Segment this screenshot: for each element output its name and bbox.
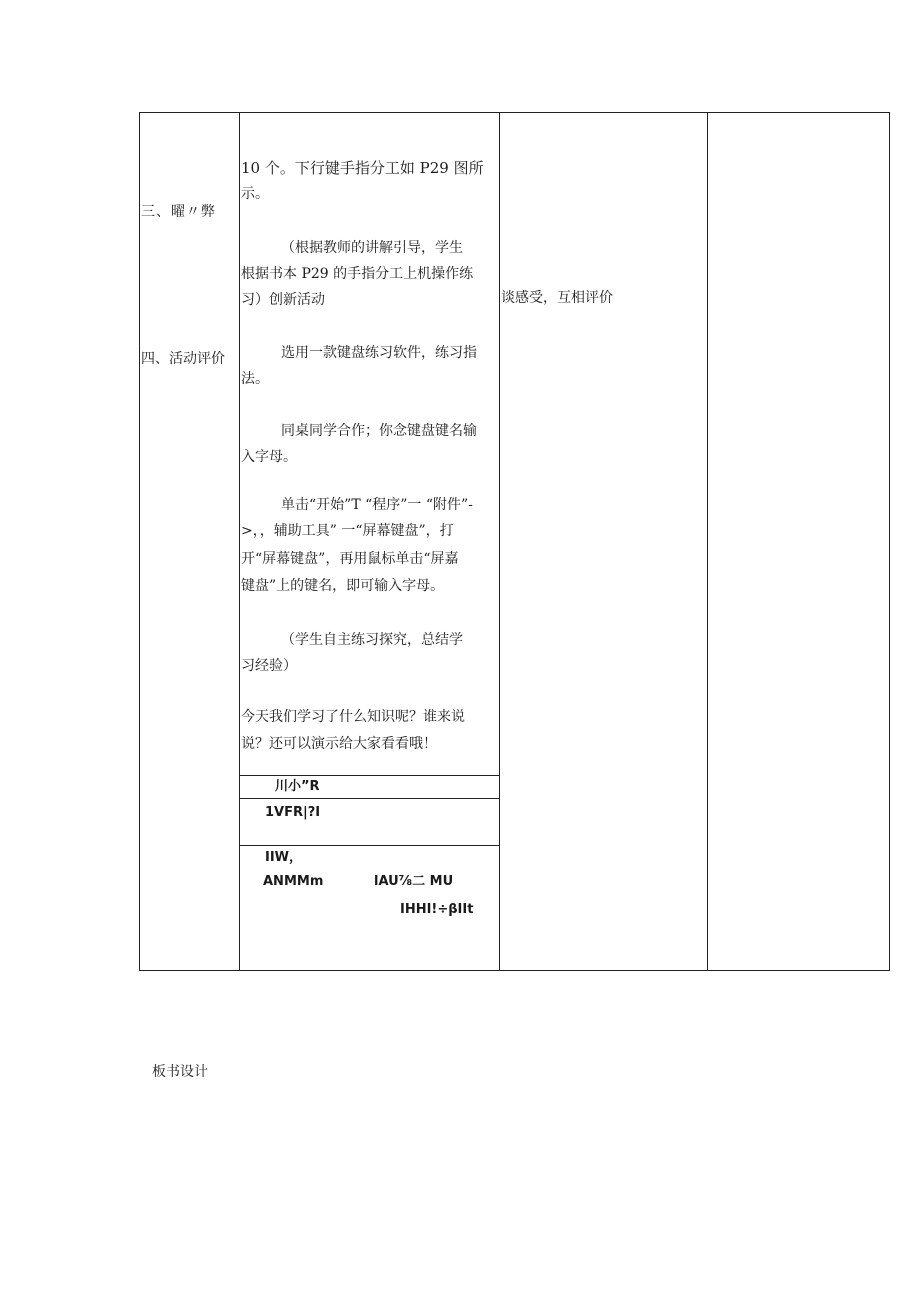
col2-line-10: 单击“开始”T “程序”一 “附件”- xyxy=(281,497,473,513)
subtable-line-1 xyxy=(239,775,499,776)
col3-evaluation-text: 谈感受，互相评价 xyxy=(501,290,613,306)
col2-line-11: >，，辅助工具” 一“屏幕键盘”，打 xyxy=(241,523,454,539)
table-col-border-3 xyxy=(499,112,500,971)
col2-line-13: 键盘”上的键名，即可输入字母。 xyxy=(241,578,445,594)
table-col-border-1 xyxy=(139,112,140,971)
col2-line-5: 习）创新活动 xyxy=(241,292,325,308)
subtable-row-3-text-c: lAU⅞二 MU xyxy=(374,874,454,889)
subtable-row-1-text: 川小”R xyxy=(275,779,320,794)
col2-line-15: 习经验） xyxy=(241,658,297,674)
col2-line-8: 同桌同学合作；你念键盘键名输 xyxy=(281,423,477,439)
table-col-border-5 xyxy=(889,112,890,971)
section-four-label: 四、活动评价 xyxy=(141,351,225,367)
col2-line-6: 选用一款键盘练习软件，练习指 xyxy=(281,345,477,361)
subtable-row-2-text: 1VFR|?I xyxy=(265,805,321,820)
col2-line-3: （根据教师的讲解引导，学生 xyxy=(281,240,463,256)
table-bottom-border xyxy=(139,970,890,971)
table-col-border-2 xyxy=(239,112,240,971)
col2-line-17: 说？还可以演示给大家看看哦！ xyxy=(241,736,437,752)
subtable-row-3-text-d: IHHI!÷βIIt xyxy=(400,902,474,917)
subtable-line-2 xyxy=(239,798,499,799)
col2-line-12: 开“屏幕键盘”，再用鼠标单击“屏嘉 xyxy=(241,551,459,567)
col2-line-7: 法。 xyxy=(241,371,269,387)
table-col-border-4 xyxy=(707,112,708,971)
col2-line-9: 入字母。 xyxy=(241,449,297,465)
subtable-line-3 xyxy=(239,845,499,846)
subtable-row-3-text-a: IIW， xyxy=(265,850,303,865)
col2-line-4: 根据书本 P29 的手指分工上机操作练 xyxy=(241,266,474,282)
board-design-heading: 板书设计 xyxy=(152,1064,208,1080)
table-top-border xyxy=(139,112,890,113)
subtable-row-3-text-b: ANMMm xyxy=(263,874,324,889)
section-three-label: 三、曜〃弊 xyxy=(141,204,216,220)
col2-line-14: （学生自主练习探究，总结学 xyxy=(281,632,463,648)
col2-line-16: 今天我们学习了什么知识呢？谁来说 xyxy=(241,709,465,725)
col2-line-2: 示。 xyxy=(241,186,269,202)
col2-line-1: 10 个。下行键手指分工如 P29 图所 xyxy=(241,159,484,177)
